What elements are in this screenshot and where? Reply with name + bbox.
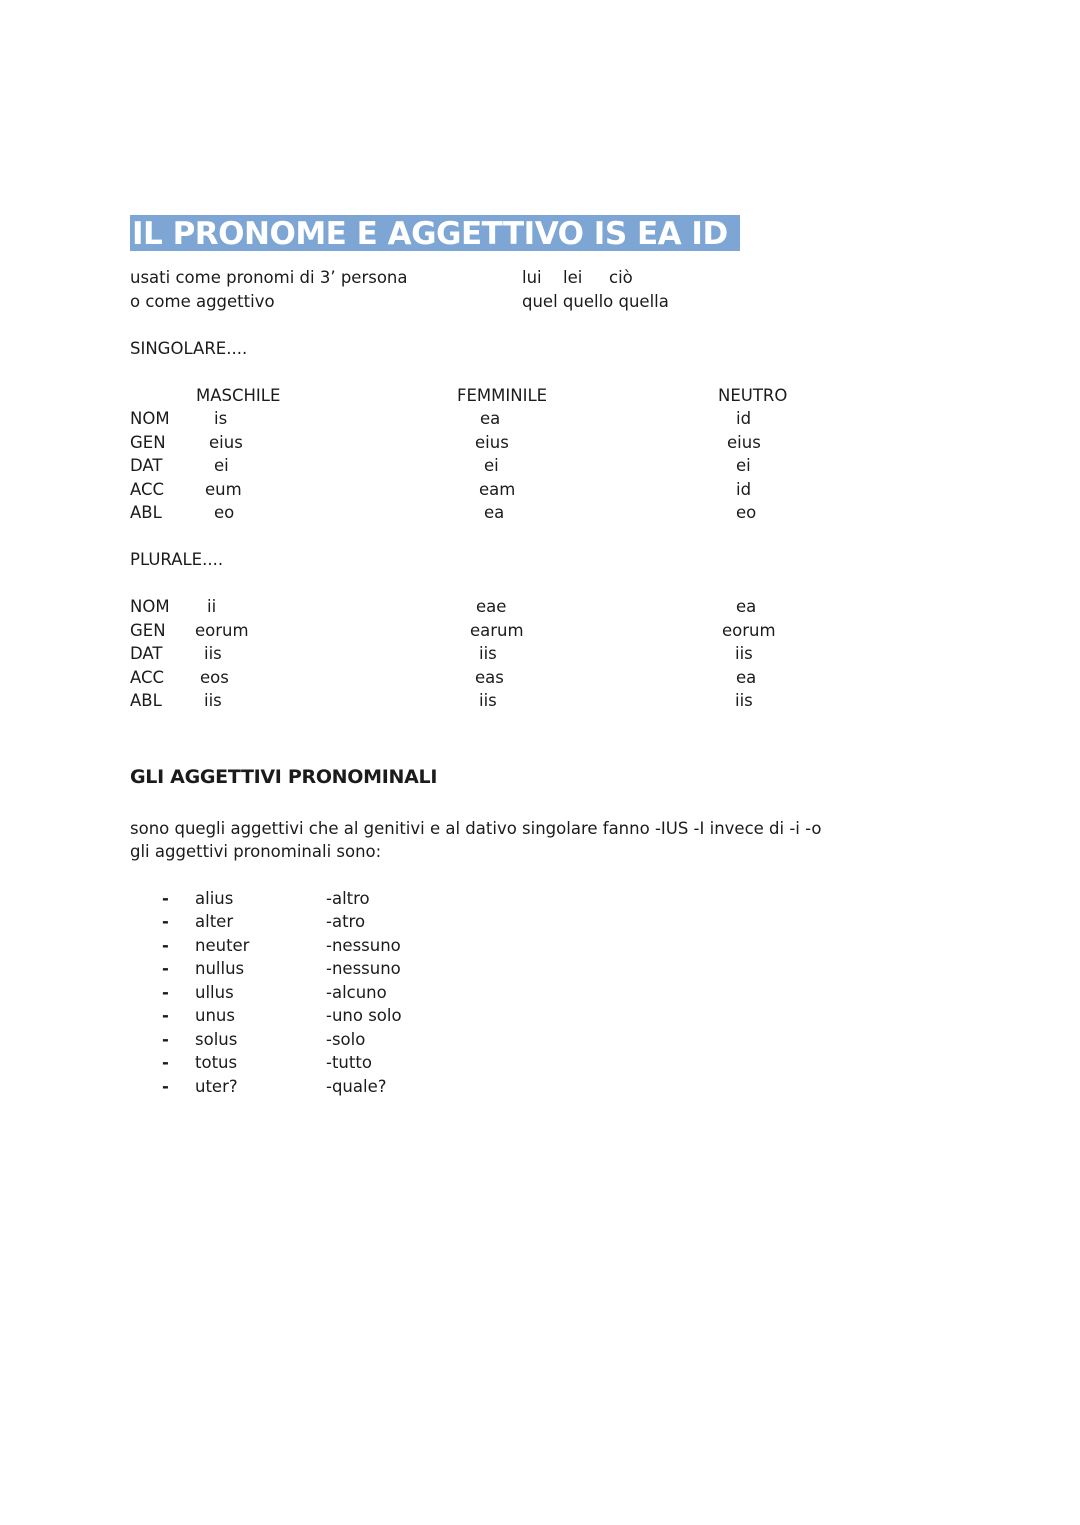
table-cell: eam <box>479 480 516 499</box>
intro-right-cio: ciò <box>609 268 633 287</box>
table-cell: ea <box>736 668 757 687</box>
case-label: NOM <box>130 597 170 616</box>
list-bullet: - <box>162 1053 169 1072</box>
list-bullet: - <box>162 983 169 1002</box>
intro-right-lei: lei <box>563 268 583 287</box>
table-cell: eo <box>214 503 235 522</box>
list-bullet: - <box>162 1077 169 1096</box>
intro-line-2: o come aggettivo <box>130 292 275 311</box>
section-text-line-2: gli aggettivi pronominali sono: <box>130 842 382 861</box>
list-item-latin: totus <box>195 1053 238 1072</box>
table-cell: ei <box>214 456 229 475</box>
section-heading: GLI AGGETTIVI PRONOMINALI <box>130 766 438 788</box>
intro-right-lui: lui <box>522 268 542 287</box>
title-highlight <box>130 215 740 251</box>
plural-label: PLURALE.... <box>130 550 224 569</box>
table-cell: eos <box>200 668 229 687</box>
table-cell: earum <box>470 621 524 640</box>
list-bullet: - <box>162 936 169 955</box>
page-title: IL PRONOME E AGGETTIVO IS EA ID <box>132 216 728 252</box>
table-cell: iis <box>479 691 497 710</box>
list-bullet: - <box>162 1006 169 1025</box>
table-cell: id <box>736 480 752 499</box>
list-bullet: - <box>162 1030 169 1049</box>
column-header-neuter: NEUTRO <box>718 386 788 405</box>
intro-line-2-right: quel quello quella <box>522 292 669 311</box>
table-cell: eae <box>476 597 507 616</box>
list-item-latin: uter? <box>195 1077 238 1096</box>
list-item-meaning: -alcuno <box>326 983 387 1002</box>
case-label: ACC <box>130 480 165 499</box>
section-text-line-1: sono quegli aggettivi che al genitivi e al dativo singolare fanno -IUS -I invece di -i -o <box>130 819 822 838</box>
case-label: GEN <box>130 621 166 640</box>
column-header-feminine: FEMMINILE <box>457 386 548 405</box>
table-cell: ea <box>484 503 505 522</box>
case-label: ACC <box>130 668 165 687</box>
case-label: ABL <box>130 503 162 522</box>
table-cell: iis <box>735 644 753 663</box>
intro-line-1: usati come pronomi di 3’ persona <box>130 268 408 287</box>
case-label: ABL <box>130 691 162 710</box>
table-cell: eius <box>727 433 761 452</box>
table-cell: iis <box>735 691 753 710</box>
table-cell: eius <box>209 433 243 452</box>
table-cell: eas <box>475 668 504 687</box>
list-bullet: - <box>162 959 169 978</box>
list-item-meaning: -nessuno <box>326 936 401 955</box>
list-item-meaning: -nessuno <box>326 959 401 978</box>
table-cell: ea <box>480 409 501 428</box>
table-cell: eorum <box>722 621 776 640</box>
list-item-latin: solus <box>195 1030 238 1049</box>
list-bullet: - <box>162 889 169 908</box>
table-cell: ei <box>736 456 751 475</box>
table-cell: iis <box>204 691 222 710</box>
singular-label: SINGOLARE.... <box>130 339 248 358</box>
table-cell: ea <box>736 597 757 616</box>
list-item-meaning: -solo <box>326 1030 366 1049</box>
list-item-meaning: -altro <box>326 889 370 908</box>
column-header-masculine: MASCHILE <box>196 386 281 405</box>
table-cell: ei <box>484 456 499 475</box>
list-item-latin: unus <box>195 1006 235 1025</box>
list-item-latin: alius <box>195 889 234 908</box>
table-cell: eum <box>205 480 242 499</box>
table-cell: id <box>736 409 752 428</box>
list-item-latin: alter <box>195 912 234 931</box>
table-cell: eius <box>475 433 509 452</box>
case-label: DAT <box>130 644 163 663</box>
table-cell: ii <box>207 597 217 616</box>
list-item-latin: ullus <box>195 983 234 1002</box>
case-label: GEN <box>130 433 166 452</box>
list-item-latin: nullus <box>195 959 245 978</box>
table-cell: iis <box>479 644 497 663</box>
list-item-meaning: -atro <box>326 912 366 931</box>
table-cell: eo <box>736 503 757 522</box>
list-item-meaning: -uno solo <box>326 1006 402 1025</box>
list-item-meaning: -tutto <box>326 1053 372 1072</box>
case-label: NOM <box>130 409 170 428</box>
table-cell: is <box>214 409 228 428</box>
list-item-latin: neuter <box>195 936 250 955</box>
table-cell: eorum <box>195 621 249 640</box>
case-label: DAT <box>130 456 163 475</box>
table-cell: iis <box>204 644 222 663</box>
list-bullet: - <box>162 912 169 931</box>
list-item-meaning: -quale? <box>326 1077 387 1096</box>
